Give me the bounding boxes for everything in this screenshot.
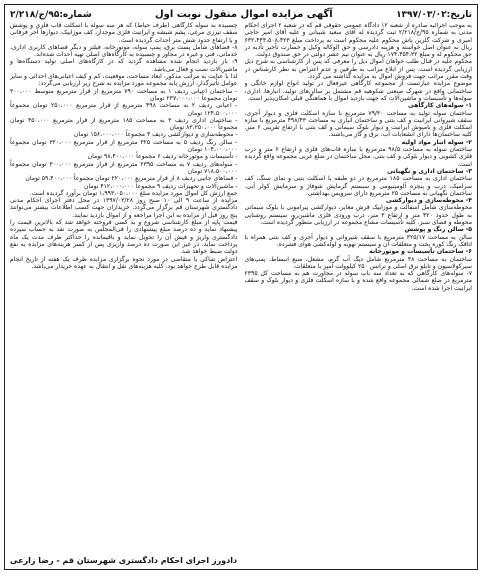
notice-date: تاریخ:۱۳۹۷/۰۳/۰۲ bbox=[396, 10, 472, 20]
right-column-paragraph: ۴- محوطه‌سازی و دیوارکشی bbox=[386, 197, 472, 205]
left-column-paragraph: - سالن رنگ ردیف ۵ به مساحت ۳۲۵ مترمربع از قرار مترمربع ۳۲۰،۰۰۰ تومان مجموعاً ۱۰۴،۰۰۰،۰۰۰ تومان bbox=[10, 138, 238, 154]
right-column-paragraph: سالن به مساحت ۳۲۵/۱۷ مترمربع با سقف شیروانی و دیوار آجری و کف بتنی همراه با اتاقک رنگ کوره پخت و متعلقات آن و سیستم تهویه و لوله‌کشی هوای فشرده. bbox=[244, 233, 472, 248]
left-column-paragraph: - محوطه‌سازی و دیوارکشی ردیف ۴ مجموعاً ۱۵۶،۰۰۰،۰۰۰ تومان bbox=[73, 131, 238, 139]
left-column-paragraph: ۸- فضاهای شامل پست برق، پمپ سوله، موتورخانه، فیلتر و دیگر فضاهای کاربری اداری، خدماتی، فنی و غیره در مجاور و چسبیده به کارگاه‌های اصلی تهیه احداث شده‌اند. bbox=[10, 43, 238, 59]
left-column-paragraph: - اعیانی ردیف ۲ به مساحت ۴۹۸ مترمربع از قرار مترمربع ۲۵۰،۰۰۰ تومان مجموعاً ۱۲۴،۵۰۰،۰۰۰ تومان bbox=[10, 102, 238, 117]
auction-notice bbox=[4, 4, 478, 570]
notice-signature: دادورز اجرای احکام دادگستری شهرستان قم - رضا زارعی bbox=[10, 556, 238, 565]
right-column-paragraph: ۱- سوله‌های کارگاهی bbox=[408, 102, 472, 110]
left-column-paragraph: قیمت پایه از مبلغ کارشناسی شروع و به کسی فروخته خواهد شد که بالاترین قیمت را پیشنهاد نماید و ده درصد مبلغ پیشنهادی را فی‌المجلس به صورت نقد به حساب سپرده دادگستری واریز و فیش آن را تحویل نماید و باقیمانده را حداکثر ظرف مدت یک ماه پرداخت نماید. در غیر این صورت ده درصد واریزی پس از کسر هزینه‌های مزایده به نفع دولت ضبط خواهد شد. bbox=[10, 219, 238, 256]
right-column bbox=[245, 22, 473, 550]
right-column-paragraph: ۷- سوله‌های کارگاهی که به تعداد سه باب سوله در مجاورت هم به مساحت کل ۲۳۹۵ مترمربع در ضلع شمالی مجموعه واقع شده و با سازه اسکلت فلزی و دیوار بلوک و سقف ایرانیت اجرا شده است. bbox=[244, 270, 472, 292]
right-column-paragraph: ساختمان سوله تولید به مساحت ۷۹/۳۰ مترمربع با سازه اسکلت فلزی و دیوار آجری، سقف شیروانی ایرانیت و کف بتنی و ساختمان انباری به مساحت ۴۹۸/۴۳ مترمربع با سازه اسکلت فلزی و بامپوش ایرانیت و دیوار بلوک سیمانی و کف بتنی با ارتفاع تقریبی ۶ متر. کلیه ساختمان‌ها دارای انشعابات آب، برق و گاز می‌باشند. bbox=[244, 109, 472, 139]
left-column-paragraph: مزایده از ساعت ۹ الی ۱۰ صبح روز ۱۳۹۷/۰۳/۲۸ در محل دفتر اجرای احکام مدنی دادگستری شهرستان قم برگزار می‌گردد. خریداران جهت کسب اطلاعات بیشتر می‌توانند پنج روز قبل از مزایده به این اجرا مراجعه و از اموال بازدید نمایند. bbox=[10, 197, 238, 219]
left-column-paragraph: - ماشین‌آلات و تجهیزات ردیف ۹ مجموعاً ۴۱۲،۰۰۰،۰۰۰ تومان bbox=[84, 182, 238, 190]
right-column-paragraph: موضوع مزایده عبارتست از مجموعه کارگاهی غیرفعال در تولید انواع لوازم خانگی و ساختمانی واقع در شهرک صنعتی شکوهیه قم مشتمل بر سالن‌های تولید، انبارها، اداری، سوله‌ها و تأسیسات و ماشین‌آلات که جهت بازدید اموال با هماهنگی قبلی امکان‌پذیر است. bbox=[244, 80, 472, 102]
notice-number: شماره:۹۵/ج/۲/۲۱۸ bbox=[10, 10, 92, 20]
right-column-paragraph: ۳- ساختمان اداری و نگهبانی bbox=[387, 167, 472, 175]
left-column-paragraph: - فضاهای جانبی ردیف ۸ از قرار مترمربع ۲۲۰،۰۰۰ تومان مجموعاً ۵۹،۴۰۰،۰۰۰ تومان bbox=[25, 175, 238, 183]
left-column-paragraph: ۹- باز بازدید انجام شده مشاهده گردید که در کارگاه‌های اصلی تولید دستگاه‌ها و ماشین‌آلات نصب و فعال می‌باشد. bbox=[10, 58, 238, 73]
right-column-paragraph: ساختمان به مساحت ۴۸ مترمربع شامل دیگ آب گرم، مشعل، منبع انبساط، پمپ‌های سیرکولاسیون و تابلو برق اصلی و ترانس ۲۵۰ کیلوولت آمپر با متعلقات. bbox=[244, 255, 472, 270]
right-column-paragraph: ساختمان سوله به مساحت ۹۸/۵ مترمربع با سازه قاب‌های فلزی و ارتفاع ۶ متر و درب فلزی کشویی و دیوار بلوکی و کف بتنی. محل ساختمان در ضلع غربی مجموعه واقع گردیده است. bbox=[244, 146, 472, 168]
right-column-paragraph: ۶- ساختمان تأسیسات و موتورخانه bbox=[369, 248, 472, 256]
right-column-paragraph: ۲- سوله انبار مواد اولیه bbox=[401, 138, 472, 146]
notice-header bbox=[10, 9, 472, 21]
right-column-paragraph: ساختمان اداری به مساحت ۱۸۵ مترمربع در دو طبقه با اسکلت بتنی و نمای سنگ، کف سرامیک، درب و پنجره آلومینیومی و سیستم گرمایش شوفاژ و سرمایش کولر آبی. ساختمان نگهبانی به مساحت ۲۵ مترمربع دارای سرویس بهداشتی. bbox=[244, 175, 472, 197]
left-column-paragraph: اعتراض شاکی یا متقاضی در مورد نحوه برگزاری مزایده ظرف یک هفته از تاریخ انجام مزایده قابل طرح خواهد بود. کلیه هزینه‌های نقل و انتقال به عهده خریدار می‌باشد. bbox=[10, 255, 238, 270]
notice-title: آگهی مزایده اموال منقول نوبت اول bbox=[155, 9, 333, 20]
left-column-paragraph: چسبیده به سوله کارگاهی (طرف حیاط) که هر سه سوله با اسکلت قاب فلزی و پوشش سقف تیرزی مرغی، پشم شیشه و ایرانیت فلزی موجدار، کف موزاییک، دیوارها آجر فرقانی و با ارتفاع حدود شش متر احداث گردیده است. bbox=[10, 22, 238, 44]
left-column-paragraph: - تأسیسات و موتورخانه ردیف ۶ مجموعاً ۹۸،۴۰۰،۰۰۰ تومان bbox=[87, 153, 238, 161]
left-column-paragraph: - ساختمان اعیانی ردیف ۱ به مساحت ۷۹۰ مترمربع از قرار مترمربع متوسط ۳۰۰،۰۰۰ تومان مجموعاً ۲۳۷،۰۰۰،۰۰۰ تومان bbox=[10, 87, 238, 102]
right-column-paragraph: محکوم علیه در قبال طلب خواهان اموال ذیل را معرفی که پس از کارشناسی به شرح ذیل ارزیابی گردیده است. پس از ابلاغ مراتب به طرفین و عدم اعتراض به نظر کارشناس در وقت مقرر مراتب جهت فروش اموال به مزایده گذاشته می گردد. bbox=[244, 58, 472, 81]
left-column-paragraph: - سوله‌های ردیف ۷ به مساحت ۲۳۹۵ مترمربع از قرار مترمربع ۳۰۰،۰۰۰ تومان مجموعاً ۷۱۸،۵۰۰،۰۰۰ تومان bbox=[10, 160, 238, 175]
left-column-paragraph: لذا با عنایت به مراتب مذکور، ابعاد مساحت، موقعیت، کم و کیف اعیانی‌های احداثی و سایر عوامل تأثیرگذار، ارزش پایه مجموعه مورد مزایده به شرح زیر ارزیابی می‌گردد: bbox=[10, 73, 238, 88]
right-column-paragraph: محوطه‌سازی شامل آسفالت و موزاییک فرش معابر، دیوارکشی پیرامونی با بلوک سیمانی به طول حدود ۴۲۰ متر و ارتفاع ۳ متر، درب ورودی فلزی ماشین‌رو، سیستم روشنایی محوطه و فضای سبز. کلیه تأسیسات مشاع مجموعه در ارزیابی منظور گردیده است. bbox=[244, 204, 472, 227]
left-column-paragraph: - ساختمان اداری ردیف ۳ به مساحت ۱۸۵ مترمربع از قرار مترمربع ۴۵۰،۰۰۰ تومان مجموعاً ۸۳،۲۵۰،۰۰۰ تومان bbox=[10, 116, 238, 132]
left-column bbox=[10, 22, 238, 550]
right-column-paragraph: ۵- سالن رنگ و پوشش bbox=[404, 226, 472, 234]
left-column-paragraph: جمع ارزش کل اموال مورد مزایده مبلغ ۱،۹۹۳،۰۵۰،۰۰۰ تومان برآورد گردیده است. bbox=[29, 189, 238, 197]
right-column-paragraph: به موجب اجرائیه صادره از شعبه ۱۲ دادگاه عمومی حقوقی قم که در شعبه ۲ اجرای احکام مدنی به شماره ۹۵/ج/۲/۲۱۸ ثبت گردیده له آقای سعید شیبانی و علیه آقای امیر حاجی امیری و شرکت گلرین پاش محکوم علیه محکوم است به پرداخت مبلغ ۶۳۲،۴۴۴،۵۰۸،۴۲۳ ریال به عنوان اصل خواسته و هزینه دادرسی و حق الوکاله وکیل و خسارت تأخیر تأدیه در حق محکوم له و مبلغ ۱۷۴،۴۵۴،۳۲ ریال به عنوان نیم عشر دولتی در حق صندوق دولت. bbox=[244, 22, 472, 59]
notice-body bbox=[10, 22, 472, 550]
